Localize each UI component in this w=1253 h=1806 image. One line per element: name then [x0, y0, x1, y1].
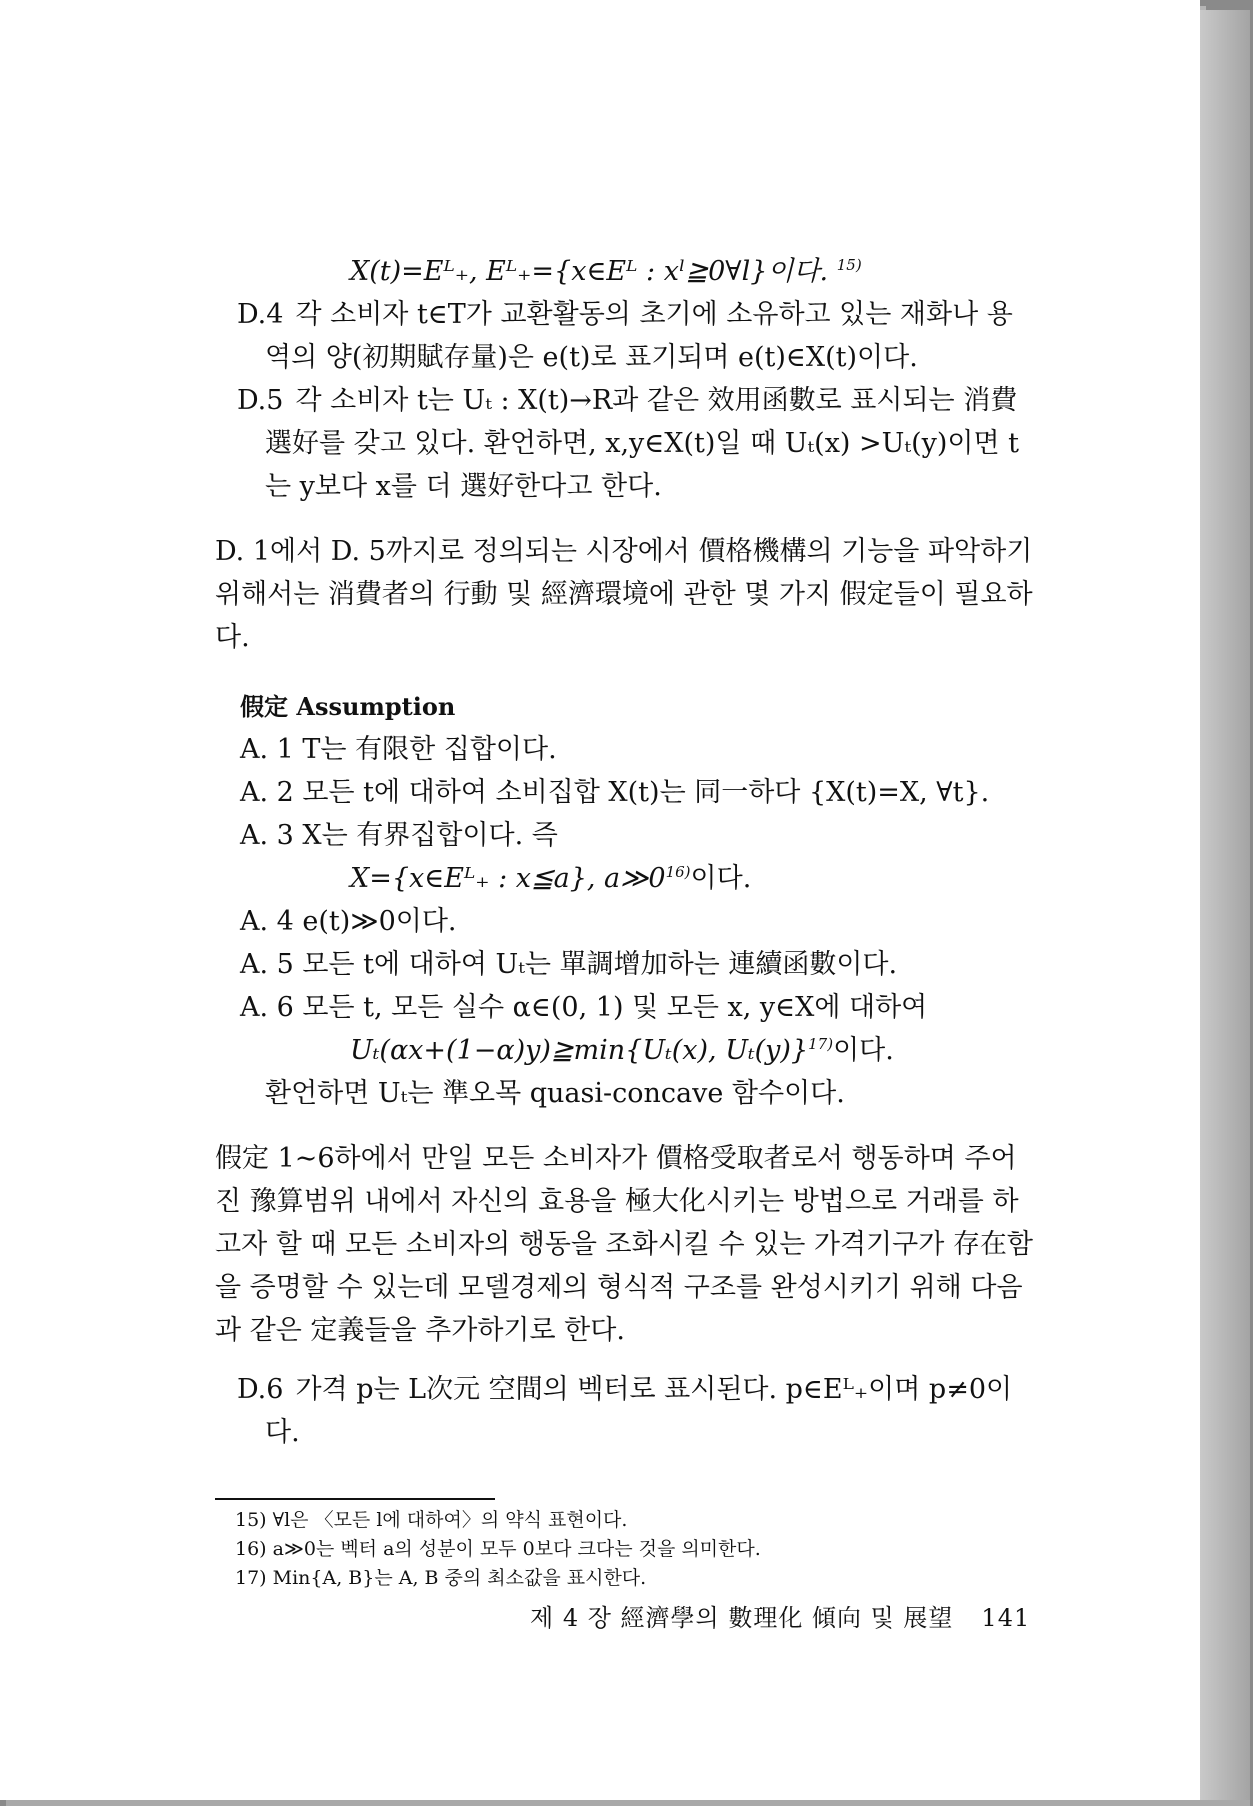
assumption-a6-formula — [215, 1029, 1035, 1072]
footnote-ref-16: 16) — [665, 863, 691, 881]
page-bottom-edge — [6, 1800, 1250, 1806]
assumption-a6: A. 6 모든 t, 모든 실수 α∈(0, 1) 및 모든 x, y∈X에 대하여 — [240, 992, 928, 1023]
footnote-ref-15: 15) — [836, 256, 862, 274]
formula-tail: 이다. — [690, 863, 752, 894]
footnote-divider — [215, 1498, 495, 1500]
assumption-a5: A. 5 모든 t에 대하여 Uₜ는 單調增加하는 連續函數이다. — [240, 949, 898, 980]
footnote-ref-17: 17) — [808, 1035, 834, 1053]
formula-text: X={x∈Eᴸ₊ : x≦a}, a≫0 — [350, 863, 666, 894]
definition-d6 — [215, 1368, 1035, 1454]
footnote-17: 17) Min{A, B}는 A, B 중의 최소값을 표시한다. — [235, 1567, 647, 1589]
page-stack-edge — [1200, 10, 1250, 1802]
page-number: 141 — [981, 1604, 1031, 1632]
assumption-heading: 假定 Assumption — [240, 692, 456, 721]
definition-tag: D.6 — [237, 1374, 284, 1405]
definition-text: 가격 p는 L次元 空間의 벡터로 표시된다. p∈Eᴸ₊이며 p≠0이다. — [265, 1374, 1013, 1448]
definition-tag: D.5 — [237, 385, 284, 416]
assumption-a1: A. 1 T는 有限한 집합이다. — [240, 734, 557, 765]
footnotes — [215, 1506, 1035, 1593]
formula-top-text: X(t)=Eᴸ₊, Eᴸ₊={x∈Eᴸ : xˡ≧0∀l}이다. — [350, 256, 829, 287]
assumption-a4: A. 4 e(t)≫0이다. — [240, 906, 457, 937]
running-footer — [530, 1598, 1030, 1633]
definition-d5 — [215, 379, 1035, 508]
formula-text: Uₜ(αx+(1−α)y)≧min{Uₜ(x), Uₜ(y)} — [350, 1035, 809, 1066]
body-paragraph-1: D. 1에서 D. 5까지로 정의되는 시장에서 價格機構의 기능을 파악하기 위해서는 消費者의 行動 및 經濟環境에 관한 몇 가지 假定들이 필요하다. — [215, 536, 1033, 653]
definition-text: 각 소비자 t∈T가 교환활동의 초기에 소유하고 있는 재화나 용역의 양(初期賦存量)은 e(t)로 표기되며 e(t)∈X(t)이다. — [265, 299, 1013, 373]
formula-tail: 이다. — [833, 1035, 894, 1066]
chapter-title: 제 4 장 經濟學의 數理化 傾向 및 展望 — [530, 1604, 954, 1632]
assumption-a3: A. 3 X는 有界집합이다. 즉 — [240, 820, 558, 851]
assumption-a6-note: 환언하면 Uₜ는 準오목 quasi-concave 함수이다. — [265, 1078, 845, 1109]
definition-d4 — [215, 293, 1035, 379]
footnote-15: 15) ∀l은 〈모든 l에 대하여〉의 약식 표현이다. — [235, 1509, 628, 1531]
formula-top — [215, 250, 1035, 293]
assumption-a3-formula — [215, 857, 1035, 900]
page-content — [215, 250, 1035, 1593]
definition-tag: D.4 — [237, 299, 284, 330]
assumption-a2: A. 2 모든 t에 대하여 소비집합 X(t)는 同一하다 {X(t)=X, ∀t}. — [240, 777, 990, 808]
definition-text: 각 소비자 t는 Uₜ : X(t)→R과 같은 效用函數로 표시되는 消費選好를 갖고 있다. 환언하면, x,y∈X(t)일 때 Uₜ(x) >Uₜ(y)이면 t는 y보다 x를 더 選好한다고 한다. — [265, 385, 1019, 502]
footnote-16: 16) a≫0는 벡터 a의 성분이 모두 0보다 크다는 것을 의미한다. — [235, 1538, 761, 1560]
body-paragraph-2: 假定 1∼6하에서 만일 모든 소비자가 價格受取者로서 행동하며 주어진 豫算범위 내에서 자신의 효용을 極大化시키는 방법으로 거래를 하고자 할 때 모든 소비자의 행동을 조화시킬 수 있는 가격기구가 存在함을 증명할 수 있는데 모델경제의 형식적 구조를 완성시키기 위해 다음과 같은 定義들을 추가하기로 한다. — [215, 1143, 1033, 1346]
